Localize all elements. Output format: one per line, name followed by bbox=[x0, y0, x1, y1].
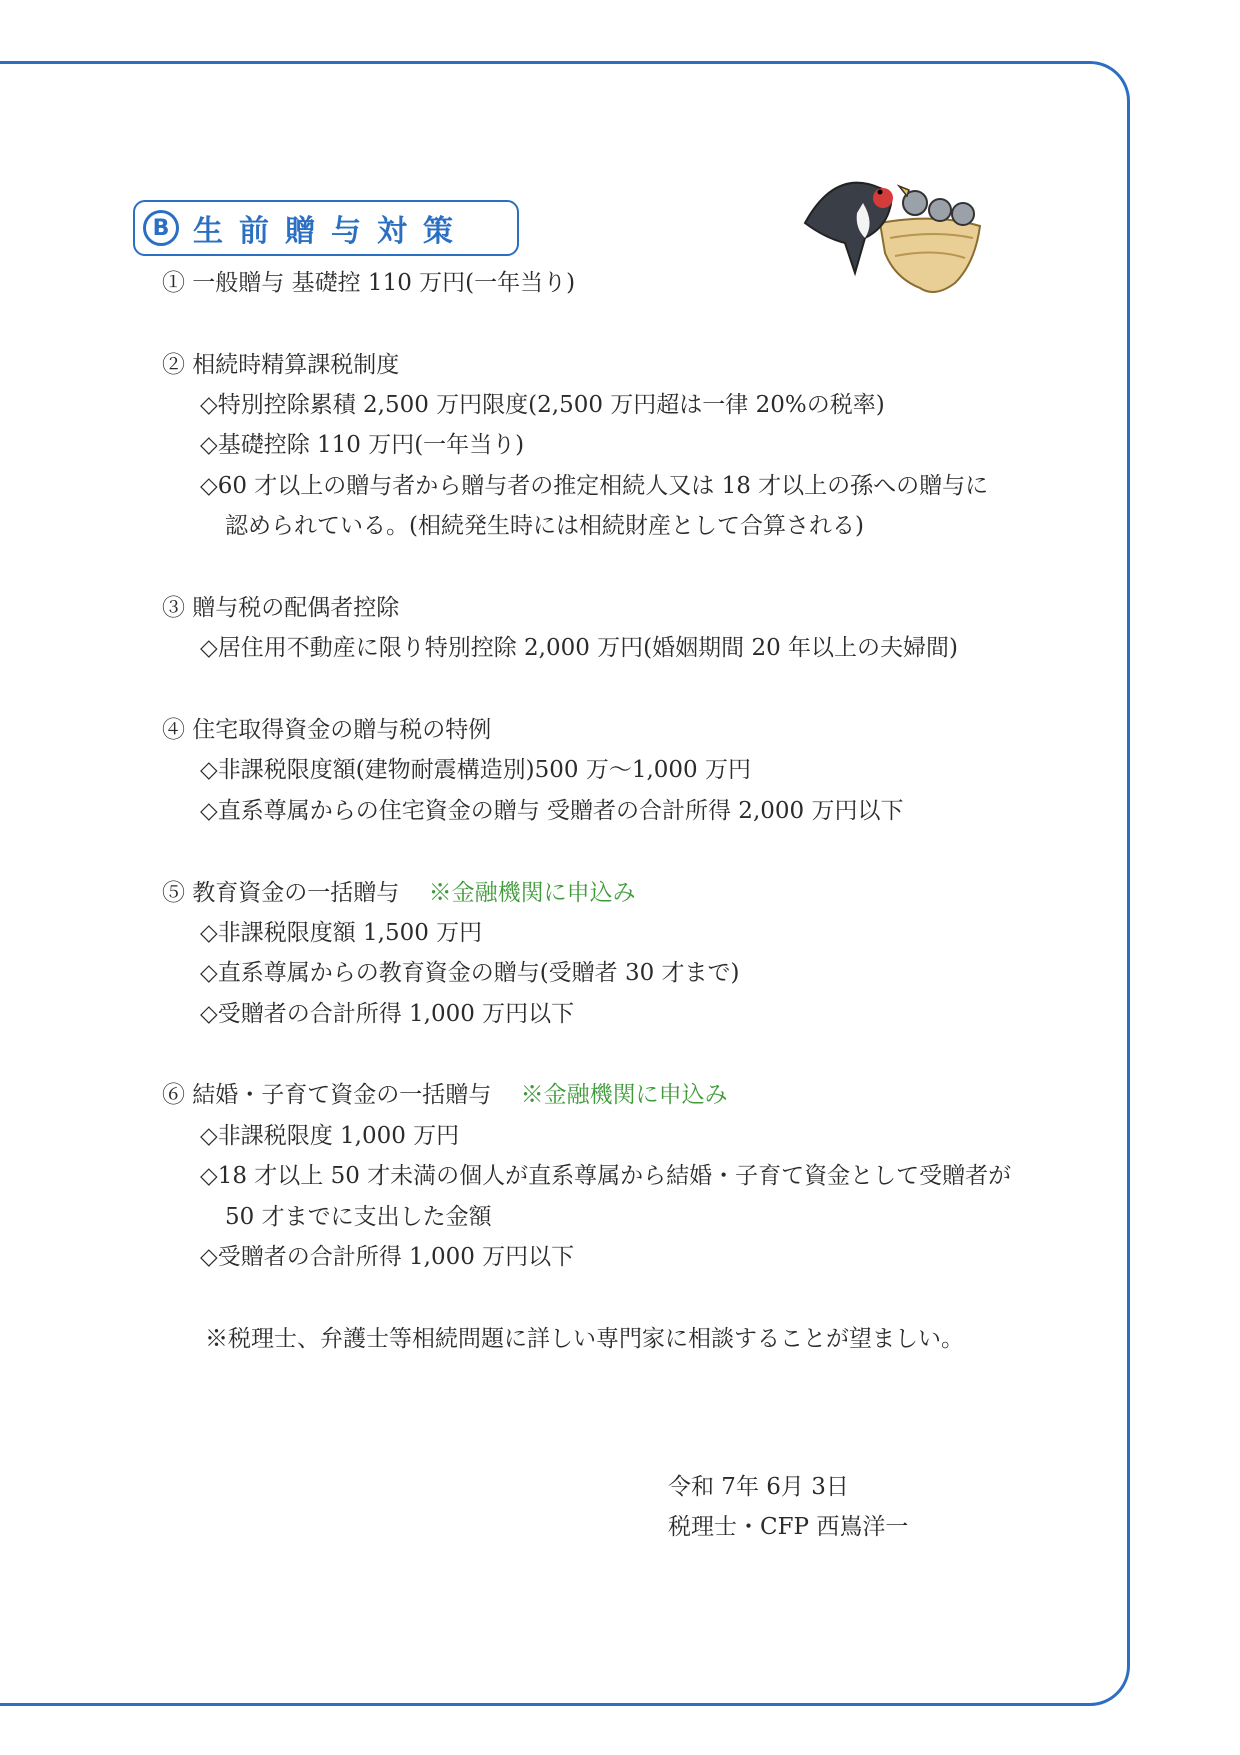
section-2-item-2: ◇基礎控除 110 万円(一年当り) bbox=[200, 432, 525, 458]
section-5-heading: ⑤ 教育資金の一括贈与 bbox=[162, 880, 400, 906]
section-5-item-1: ◇非課税限度額 1,500 万円 bbox=[200, 920, 483, 946]
section-6-item-3: ◇受贈者の合計所得 1,000 万円以下 bbox=[200, 1244, 575, 1270]
section-4-item-1: ◇非課税限度額(建物耐震構造別)500 万～1,000 万円 bbox=[200, 757, 752, 783]
circled-b-mark: B bbox=[143, 210, 179, 246]
section-6-note: ※金融機関に申込み bbox=[520, 1082, 728, 1108]
signature-author: 税理士・CFP 西嶌洋一 bbox=[668, 1514, 909, 1540]
section-1-heading: ① 一般贈与 基礎控 110 万円(一年当り) bbox=[162, 270, 576, 296]
footer-note: ※税理士、弁護士等相続問題に詳しい専門家に相談することが望ましい。 bbox=[205, 1326, 964, 1352]
section-5-item-3: ◇受贈者の合計所得 1,000 万円以下 bbox=[200, 1001, 575, 1027]
section-6-heading: ⑥ 結婚・子育て資金の一括贈与 bbox=[162, 1082, 492, 1108]
section-title-box bbox=[133, 200, 519, 256]
section-6-heading-row bbox=[162, 1084, 728, 1107]
swallow-nest-illustration bbox=[795, 168, 985, 298]
section-2-heading: ② 相続時精算課税制度 bbox=[162, 352, 400, 378]
section-3-heading: ③ 贈与税の配偶者控除 bbox=[162, 595, 400, 621]
section-6-item-2-cont: 50 才までに支出した金額 bbox=[225, 1204, 492, 1230]
section-5-item-2: ◇直系尊属からの教育資金の贈与(受贈者 30 才まで) bbox=[200, 960, 740, 986]
section-5-note: ※金融機関に申込み bbox=[428, 880, 636, 906]
signature-date: 令和 7年 6月 3日 bbox=[668, 1474, 849, 1500]
section-6-item-2: ◇18 才以上 50 才未満の個人が直系尊属から結婚・子育て資金として受贈者が bbox=[200, 1163, 1012, 1189]
section-title: 生前贈与対策 bbox=[193, 214, 469, 249]
section-2-item-3: ◇60 才以上の贈与者から贈与者の推定相続人又は 18 才以上の孫への贈与に bbox=[200, 473, 989, 499]
section-5-heading-row bbox=[162, 882, 636, 905]
section-4-heading: ④ 住宅取得資金の贈与税の特例 bbox=[162, 717, 492, 743]
section-2-item-3-cont: 認められている。(相続発生時には相続財産として合算される) bbox=[225, 513, 864, 539]
section-2-item-1: ◇特別控除累積 2,500 万円限度(2,500 万円超は一律 20%の税率) bbox=[200, 392, 885, 418]
section-4-item-2: ◇直系尊属からの住宅資金の贈与 受贈者の合計所得 2,000 万円以下 bbox=[200, 798, 904, 824]
section-6-item-1: ◇非課税限度 1,000 万円 bbox=[200, 1123, 460, 1149]
section-3-item-1: ◇居住用不動産に限り特別控除 2,000 万円(婚姻期間 20 年以上の夫婦間) bbox=[200, 635, 958, 661]
